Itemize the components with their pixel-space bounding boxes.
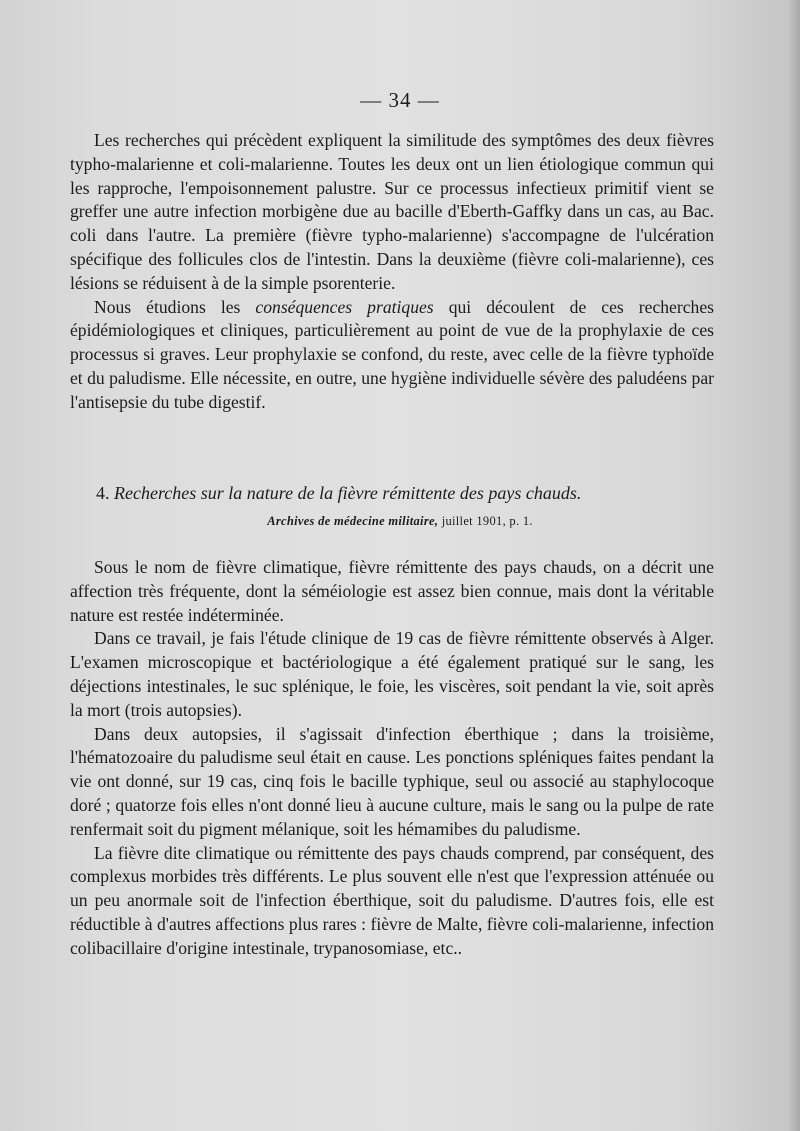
intro-paragraph-2 (70, 296, 714, 415)
section-4-text-block (70, 556, 714, 961)
section-heading (96, 483, 716, 504)
intro-paragraph-2-before: Nous étudions les (94, 296, 256, 317)
intro-paragraph-1: Les recherches qui précèdent expliquent la similitude des symptômes des deux fièvres typho-malarienne et coli-malarienne. Toutes les deux ont un lien étiologique commun qui les rapproche, l'empoisonnement palustre. Sur ce processus infectieux primitif vient se greffer une autre infection morbigène due au bacille d'Eberth-Gaffky dans un cas, au Bac. coli dans l'autre. La première (fièvre typho-malarienne) s'accompagne de l'ulcération spécifique des follicules clos de l'intestin. Dans la deuxième (fièvre coli-malarienne), ces lésions se réduisent à de la simple psorenterie. (70, 130, 714, 293)
section-number: 4. (96, 483, 110, 503)
intro-paragraph-2-after: qui découlent de ces recherches épidémiologiques et cliniques, particulièrement au point de vue de la prophylaxie de ces processus si graves. Leur prophylaxie se confond, du reste, avec celle de la fièvre typhoïde et du paludisme. Elle nécessite, en outre, une hygiène individuelle sévère des paludéens par l'antisepsie du tube digestif. (70, 296, 714, 412)
page-number: — 34 — (360, 88, 440, 112)
section-4-paragraph-4: La fièvre dite climatique ou rémittente des pays chauds comprend, par conséquent, des complexus morbides très différents. Le plus souvent elle n'est que l'expression atténuée ou un peu anormale soit de l'infection éberthique, soit du paludisme. D'autres fois, elle est réductible à d'autres affections plus rares : fièvre de Malte, fièvre coli-malarienne, infection colibacillaire d'origine intestinale, trypanosomiase, etc.. (70, 842, 714, 958)
intro-text-block (70, 129, 714, 415)
section-4-paragraph-3: Dans deux autopsies, il s'agissait d'infection éberthique ; dans la troisième, l'hématozoaire du paludisme seul était en cause. Les ponctions spléniques faites pendant la vie ont donné, sur 19 cas, cinq fois le bacille typhique, seul ou associé au staphylocoque doré ; quatorze fois elles n'ont donné lieu à aucune culture, mais le sang ou la pulpe de rate renfermait soit du pigment mélanique, soit les hémamibes du paludisme. (70, 723, 714, 839)
citation (0, 514, 800, 529)
emphasis-consequences-pratiques: conséquences pratiques (255, 296, 434, 317)
page-edge-shadow (786, 0, 800, 1131)
citation-source: Archives de médecine militaire, (267, 514, 439, 528)
section-4-paragraph-1: Sous le nom de fièvre climatique, fièvre rémittente des pays chauds, on a décrit une affection très fréquente, dont la séméiologie est assez bien connue, mais dont la véritable nature est restée indéterminée. (70, 557, 714, 625)
citation-detail: juillet 1901, p. 1. (438, 514, 533, 528)
section-title: Recherches sur la nature de la fièvre rémittente des pays chauds. (109, 483, 582, 503)
section-4-paragraph-2: Dans ce travail, je fais l'étude clinique de 19 cas de fièvre rémittente observés à Alger. L'examen microscopique et bactériologique a été également pratiqué sur le sang, les déjections intestinales, le suc splénique, le foie, les viscères, soit pendant la vie, soit après la mort (trois autopsies). (70, 628, 714, 720)
